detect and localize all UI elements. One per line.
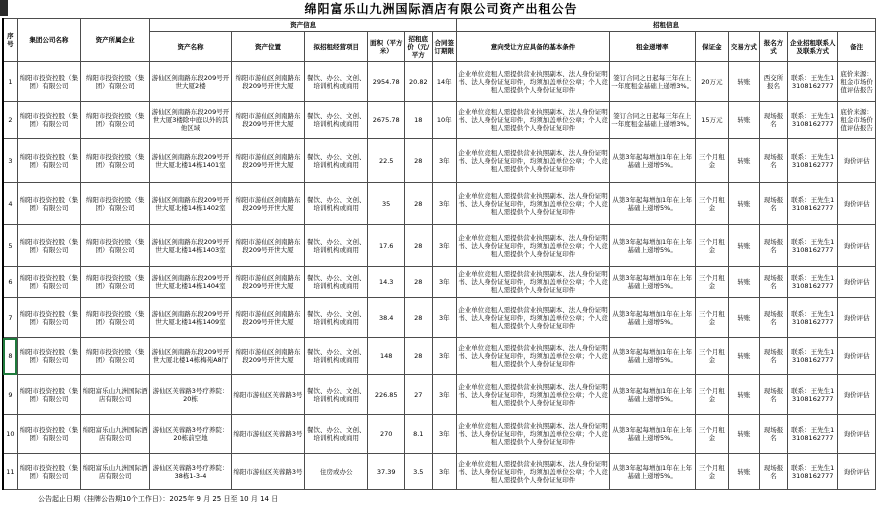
cell-remarks[interactable]: 询价评估 (838, 415, 876, 454)
cell-deposit[interactable]: 三个月租金 (695, 267, 729, 298)
cell-asset-owner[interactable]: 绵阳市投资控股（集团）有限公司 (80, 267, 149, 298)
cell-base-price[interactable]: 28 (405, 338, 433, 375)
cell-asset-location[interactable]: 绵阳市游仙区剑南路东段209号开世大厦 (231, 225, 304, 267)
cell-transferee-conditions[interactable]: 企业单位竞租人需提供营业执照副本、法人身份证明书、法人身份证复印件，均须加盖单位公章；个人竞租人需提供个人身份证复印件 (457, 338, 610, 375)
col-header-contract-term[interactable]: 合同签订期限 (432, 32, 456, 62)
cell-planned-use[interactable]: 餐饮、办公、文创、培训机构或商用 (305, 139, 368, 183)
col-header-planned-use[interactable]: 拟招租经营项目 (305, 32, 368, 62)
cell-registration-method[interactable]: 现场报名 (759, 454, 788, 490)
table-row (3, 415, 876, 454)
cell-deposit[interactable]: 三个月租金 (695, 375, 729, 415)
cell-transferee-conditions[interactable]: 企业单位竞租人需提供营业执照副本、法人身份证明书、法人身份证复印件，均须加盖单位公章；个人竞租人需提供个人身份证复印件 (457, 102, 610, 139)
cell-transaction-method[interactable]: 转账 (729, 102, 760, 139)
col-header-asset-name[interactable]: 资产名称 (150, 32, 232, 62)
cell-remarks[interactable]: 询价评估 (838, 298, 876, 338)
cell-contract-term[interactable]: 3年 (432, 225, 456, 267)
cell-rent-increase-rate[interactable]: 从第3年起每增加1年在上年基础上递增5%。 (609, 267, 695, 298)
cell-asset-owner[interactable]: 绵阳市投资控股（集团）有限公司 (80, 338, 149, 375)
cell-rent-increase-rate[interactable]: 从第3年起每增加1年在上年基础上递增5%。 (609, 415, 695, 454)
cell-asset-name[interactable]: 游仙区剑南路东段209号开世大厦北楼14栋1409室 (150, 298, 232, 338)
cell-remarks[interactable]: 询价评估 (838, 267, 876, 298)
cell-planned-use[interactable]: 餐饮、办公、文创、培训机构或商用 (305, 415, 368, 454)
cell-area-sqm[interactable]: 148 (368, 338, 405, 375)
cell-asset-location[interactable]: 绵阳市游仙区芙蓉路3号 (231, 375, 304, 415)
cell-registration-method[interactable]: 现场报名 (759, 225, 788, 267)
col-header-remarks[interactable]: 备注 (838, 32, 876, 62)
cell-transferee-conditions[interactable]: 企业单位竞租人需提供营业执照副本、法人身份证明书、法人身份证复印件，均须加盖单位公章；个人竞租人需提供个人身份证复印件 (457, 375, 610, 415)
cell-rent-increase-rate[interactable]: 从第3年起每增加1年在上年基础上递增5%。 (609, 298, 695, 338)
cell-group-company[interactable]: 绵阳市投资控股（集团）有限公司 (17, 298, 80, 338)
cell-asset-location[interactable]: 绵阳市游仙区剑南路东段209号开世大厦 (231, 139, 304, 183)
col-header-rent-increase-rate[interactable]: 租金递增率 (609, 32, 695, 62)
cell-contract-term[interactable]: 10年 (432, 102, 456, 139)
cell-remarks[interactable]: 询价评估 (838, 375, 876, 415)
announcement-period-note: 公告起止日期（挂牌公告期10个工作日）：2025年 9 月 25 日至 10 月 14 日 (38, 495, 279, 503)
cell-transferee-conditions[interactable]: 企业单位竞租人需提供营业执照副本、法人身份证明书、法人身份证复印件，均须加盖单位公章；个人竞租人需提供个人身份证复印件 (457, 298, 610, 338)
cell-group-company[interactable]: 绵阳市投资控股（集团）有限公司 (17, 338, 80, 375)
cell-contact[interactable]: 联系：王先生13108162777 (788, 62, 838, 102)
cell-transaction-method[interactable]: 转账 (729, 454, 760, 490)
group-header-lease-info[interactable]: 招租信息 (457, 19, 876, 32)
cell-asset-location[interactable]: 绵阳市游仙区剑南路东段209号开世大厦 (231, 102, 304, 139)
cell-transferee-conditions[interactable]: 企业单位竞租人需提供营业执照副本、法人身份证明书、法人身份证复印件，均须加盖单位公章；个人竞租人需提供个人身份证复印件 (457, 454, 610, 490)
cell-asset-owner[interactable]: 绵阳市投资控股（集团）有限公司 (80, 102, 149, 139)
cell-group-company[interactable]: 绵阳市投资控股（集团）有限公司 (17, 415, 80, 454)
cell-group-company[interactable]: 绵阳市投资控股（集团）有限公司 (17, 102, 80, 139)
cell-registration-method[interactable]: 现场报名 (759, 338, 788, 375)
page-title: 绵阳富乐山九洲国际酒店有限公司资产出租公告 (304, 2, 578, 16)
cell-asset-name[interactable]: 游仙区剑南路东段209号开世大厦北楼14栋1403室 (150, 225, 232, 267)
cell-transaction-method[interactable]: 转账 (729, 375, 760, 415)
cell-asset-location[interactable]: 绵阳市游仙区剑南路东段209号开世大厦 (231, 183, 304, 225)
cell-base-price[interactable]: 8.1 (405, 415, 433, 454)
cell-contact[interactable]: 联系：王先生13108162777 (788, 183, 838, 225)
cell-contact[interactable]: 联系：王先生13108162777 (788, 225, 838, 267)
cell-asset-location[interactable]: 绵阳市游仙区剑南路东段209号开世大厦 (231, 298, 304, 338)
cell-base-price[interactable]: 18 (405, 102, 433, 139)
cell-base-price[interactable]: 28 (405, 139, 433, 183)
cell-transferee-conditions[interactable]: 企业单位竞租人需提供营业执照副本、法人身份证明书、法人身份证复印件，均须加盖单位公章；个人竞租人需提供个人身份证复印件 (457, 415, 610, 454)
cell-transferee-conditions[interactable]: 企业单位竞租人需提供营业执照副本、法人身份证明书、法人身份证复印件，均须加盖单位公章；个人竞租人需提供个人身份证复印件 (457, 225, 610, 267)
col-header-transferee-conditions[interactable]: 意向受让方应具备的基本条件 (457, 32, 610, 62)
cell-contract-term[interactable]: 3年 (432, 183, 456, 225)
cell-area-sqm[interactable]: 2675.78 (368, 102, 405, 139)
cell-contract-term[interactable]: 3年 (432, 415, 456, 454)
cell-asset-name[interactable]: 游仙区芙蓉路3号疗养院：20栋 (150, 375, 232, 415)
cell-remarks[interactable]: 询价评估 (838, 139, 876, 183)
cell-contract-term[interactable]: 14年 (432, 62, 456, 102)
col-header-area-sqm[interactable]: 面积（平方米） (368, 32, 405, 62)
table-row (3, 298, 876, 338)
cell-asset-name[interactable]: 游仙区剑南路东段209号开世大厦北楼14栋梅苑A8厅 (150, 338, 232, 375)
cell-base-price[interactable]: 28 (405, 225, 433, 267)
asset-rental-table (2, 18, 876, 490)
table-row (3, 183, 876, 225)
cell-contract-term[interactable]: 3年 (432, 139, 456, 183)
cell-index[interactable]: 9 (3, 375, 17, 415)
cell-asset-owner[interactable]: 绵阳市投资控股（集团）有限公司 (80, 139, 149, 183)
cell-contract-term[interactable]: 3年 (432, 454, 456, 490)
cell-registration-method[interactable]: 现场报名 (759, 375, 788, 415)
cell-registration-method[interactable]: 现场报名 (759, 267, 788, 298)
cell-remarks[interactable]: 询价评估 (838, 183, 876, 225)
cell-contract-term[interactable]: 3年 (432, 375, 456, 415)
cell-transaction-method[interactable]: 转账 (729, 338, 760, 375)
cell-group-company[interactable]: 绵阳市投资控股（集团）有限公司 (17, 62, 80, 102)
cell-contact[interactable]: 联系：王先生13108162777 (788, 454, 838, 490)
cell-registration-method[interactable]: 现场报名 (759, 139, 788, 183)
cell-base-price[interactable]: 3.5 (405, 454, 433, 490)
col-header-deposit[interactable]: 保证金 (695, 32, 729, 62)
cell-asset-owner[interactable]: 绵阳市投资控股（集团）有限公司 (80, 183, 149, 225)
cell-asset-owner[interactable]: 绵阳富乐山九洲国际酒店有限公司 (80, 454, 149, 490)
cell-rent-increase-rate[interactable]: 从第3年起每增加1年在上年基础上递增5%。 (609, 375, 695, 415)
cell-asset-name[interactable]: 游仙区剑南路东段209号开世大厦北楼14栋1402室 (150, 183, 232, 225)
cell-transaction-method[interactable]: 转账 (729, 183, 760, 225)
col-header-base-price[interactable]: 招租底价（元/平方 (405, 32, 433, 62)
cell-index[interactable]: 11 (3, 454, 17, 490)
col-header-contact[interactable]: 企业招租联系人及联系方式 (788, 32, 838, 62)
cell-planned-use[interactable]: 餐饮、办公、文创、培训机构或商用 (305, 62, 368, 102)
cell-rent-increase-rate[interactable]: 从第3年起每增加1年在上年基础上递增5%。 (609, 225, 695, 267)
cell-area-sqm[interactable]: 226.85 (368, 375, 405, 415)
cell-planned-use[interactable]: 餐饮、办公、文创、培训机构或商用 (305, 102, 368, 139)
cell-index[interactable]: 4 (3, 183, 17, 225)
cell-registration-method[interactable]: 现场报名 (759, 415, 788, 454)
cell-remarks[interactable]: 询价评估 (838, 338, 876, 375)
cell-contact[interactable]: 联系：王先生13108162777 (788, 415, 838, 454)
cell-contact[interactable]: 联系：王先生13108162777 (788, 102, 838, 139)
cell-rent-increase-rate[interactable]: 从第3年起每增加1年在上年基础上递增5%。 (609, 183, 695, 225)
cell-area-sqm[interactable]: 270 (368, 415, 405, 454)
cell-index[interactable]: 7 (3, 298, 17, 338)
cell-deposit[interactable]: 三个月租金 (695, 298, 729, 338)
cell-registration-method[interactable]: 西交所报名 (759, 62, 788, 102)
cell-index[interactable]: 8 (3, 338, 17, 375)
cell-transferee-conditions[interactable]: 企业单位竞租人需提供营业执照副本、法人身份证明书、法人身份证复印件，均须加盖单位公章；个人竞租人需提供个人身份证复印件 (457, 62, 610, 102)
cell-index[interactable]: 10 (3, 415, 17, 454)
cell-area-sqm[interactable]: 38.4 (368, 298, 405, 338)
cell-transferee-conditions[interactable]: 企业单位竞租人需提供营业执照副本、法人身份证明书、法人身份证复印件，均须加盖单位公章；个人竞租人需提供个人身份证复印件 (457, 183, 610, 225)
cell-contact[interactable]: 联系：王先生13108162777 (788, 375, 838, 415)
cell-index[interactable]: 3 (3, 139, 17, 183)
cell-asset-owner[interactable]: 绵阳市投资控股（集团）有限公司 (80, 225, 149, 267)
cell-rent-increase-rate[interactable]: 签订合同之日起每三年在上一年度租金基础上递增3%。 (609, 102, 695, 139)
cell-transaction-method[interactable]: 转账 (729, 267, 760, 298)
table-row (3, 267, 876, 298)
cell-transaction-method[interactable]: 转账 (729, 225, 760, 267)
cell-planned-use[interactable]: 餐饮、办公、文创、培训机构或商用 (305, 298, 368, 338)
cell-asset-location[interactable]: 绵阳市游仙区芙蓉路3号 (231, 415, 304, 454)
cell-deposit[interactable]: 三个月租金 (695, 225, 729, 267)
cell-asset-location[interactable]: 绵阳市游仙区剑南路东段209号开世大厦 (231, 267, 304, 298)
cell-asset-location[interactable]: 绵阳市游仙区剑南路东段209号开世大厦 (231, 62, 304, 102)
cell-area-sqm[interactable]: 14.3 (368, 267, 405, 298)
cell-index[interactable]: 6 (3, 267, 17, 298)
cell-group-company[interactable]: 绵阳市投资控股（集团）有限公司 (17, 183, 80, 225)
cell-asset-name[interactable]: 游仙区剑南路东段209号开世大厦2楼 (150, 62, 232, 102)
cell-remarks[interactable]: 询价评估 (838, 225, 876, 267)
cell-remarks[interactable]: 底价来源：租金市场价值评估报告 (838, 62, 876, 102)
cell-contact[interactable]: 联系：王先生13108162777 (788, 338, 838, 375)
cell-transaction-method[interactable]: 转账 (729, 298, 760, 338)
cell-planned-use[interactable]: 餐饮、办公、文创、培训机构或商用 (305, 225, 368, 267)
cell-registration-method[interactable]: 现场报名 (759, 183, 788, 225)
cell-deposit[interactable]: 三个月租金 (695, 183, 729, 225)
cell-index[interactable]: 5 (3, 225, 17, 267)
cell-asset-owner[interactable]: 绵阳市投资控股（集团）有限公司 (80, 298, 149, 338)
table-row (3, 454, 876, 490)
cell-deposit[interactable]: 三个月租金 (695, 139, 729, 183)
cell-base-price[interactable]: 27 (405, 375, 433, 415)
cell-base-price[interactable]: 20.82 (405, 62, 433, 102)
cell-transferee-conditions[interactable]: 企业单位竞租人需提供营业执照副本、法人身份证明书、法人身份证复印件，均须加盖单位公章；个人竞租人需提供个人身份证复印件 (457, 139, 610, 183)
cell-deposit[interactable]: 三个月租金 (695, 338, 729, 375)
col-header-group-company[interactable]: 集团公司名称 (17, 19, 80, 62)
cell-asset-owner[interactable]: 绵阳富乐山九洲国际酒店有限公司 (80, 375, 149, 415)
group-header-asset-info[interactable]: 资产信息 (150, 19, 457, 32)
table-row (3, 102, 876, 139)
cell-index[interactable]: 2 (3, 102, 17, 139)
table-row (3, 62, 876, 102)
cell-contact[interactable]: 联系：王先生13108162777 (788, 267, 838, 298)
cell-group-company[interactable]: 绵阳市投资控股（集团）有限公司 (17, 454, 80, 490)
cell-asset-name[interactable]: 游仙区芙蓉路3号疗养院：38栋1-3-4 (150, 454, 232, 490)
cell-asset-owner[interactable]: 绵阳市投资控股（集团）有限公司 (80, 62, 149, 102)
cell-contract-term[interactable]: 3年 (432, 338, 456, 375)
table-row (3, 139, 876, 183)
table-row (3, 338, 876, 375)
cell-remarks[interactable]: 底价来源：租金市场价值评估报告 (838, 102, 876, 139)
cell-planned-use[interactable]: 餐饮、办公、文创、培训机构或商用 (305, 338, 368, 375)
sheet-corner (0, 0, 8, 16)
cell-deposit[interactable]: 15万元 (695, 102, 729, 139)
cell-deposit[interactable]: 三个月租金 (695, 415, 729, 454)
cell-group-company[interactable]: 绵阳市投资控股（集团）有限公司 (17, 225, 80, 267)
cell-asset-name[interactable]: 游仙区芙蓉路3号疗养院：20栋前空地 (150, 415, 232, 454)
col-header-asset-owner[interactable]: 资产所属企业 (80, 19, 149, 62)
cell-transaction-method[interactable]: 转账 (729, 62, 760, 102)
cell-group-company[interactable]: 绵阳市投资控股（集团）有限公司 (17, 139, 80, 183)
cell-remarks[interactable]: 询价评估 (838, 454, 876, 490)
cell-contact[interactable]: 联系：王先生13108162777 (788, 139, 838, 183)
cell-area-sqm[interactable]: 2954.78 (368, 62, 405, 102)
cell-contact[interactable]: 联系：王先生13108162777 (788, 298, 838, 338)
cell-deposit[interactable]: 三个月租金 (695, 454, 729, 490)
cell-group-company[interactable]: 绵阳市投资控股（集团）有限公司 (17, 267, 80, 298)
cell-registration-method[interactable]: 现场报名 (759, 102, 788, 139)
table-row (3, 375, 876, 415)
cell-registration-method[interactable]: 现场报名 (759, 298, 788, 338)
cell-area-sqm[interactable]: 17.6 (368, 225, 405, 267)
cell-index[interactable]: 1 (3, 62, 17, 102)
cell-base-price[interactable]: 28 (405, 267, 433, 298)
cell-transferee-conditions[interactable]: 企业单位竞租人需提供营业执照副本、法人身份证明书、法人身份证复印件，均须加盖单位公章；个人竞租人需提供个人身份证复印件 (457, 267, 610, 298)
cell-base-price[interactable]: 28 (405, 183, 433, 225)
cell-area-sqm[interactable]: 37.39 (368, 454, 405, 490)
cell-area-sqm[interactable]: 35 (368, 183, 405, 225)
col-header-transaction-method[interactable]: 交易方式 (729, 32, 760, 62)
cell-rent-increase-rate[interactable]: 从第3年起每增加1年在上年基础上递增5%。 (609, 139, 695, 183)
cell-area-sqm[interactable]: 22.5 (368, 139, 405, 183)
cell-asset-owner[interactable]: 绵阳富乐山九洲国际酒店有限公司 (80, 415, 149, 454)
cell-base-price[interactable]: 28 (405, 298, 433, 338)
cell-transaction-method[interactable]: 转账 (729, 139, 760, 183)
cell-contract-term[interactable]: 3年 (432, 267, 456, 298)
cell-rent-increase-rate[interactable]: 签订合同之日起每三年在上一年度租金基础上递增3%。 (609, 62, 695, 102)
cell-group-company[interactable]: 绵阳市投资控股（集团）有限公司 (17, 375, 80, 415)
cell-planned-use[interactable]: 餐饮、办公、文创、培训机构或商用 (305, 375, 368, 415)
cell-rent-increase-rate[interactable]: 从第3年起每增加1年在上年基础上递增5%。 (609, 454, 695, 490)
cell-contract-term[interactable]: 3年 (432, 298, 456, 338)
cell-asset-location[interactable]: 绵阳市游仙区芙蓉路3号 (231, 454, 304, 490)
cell-planned-use[interactable]: 住房或办公 (305, 454, 368, 490)
table-row (3, 225, 876, 267)
col-header-index[interactable]: 序号 (3, 19, 17, 62)
cell-asset-name[interactable]: 游仙区剑南路东段209号开世大厦3楼除中庭以外的其他区域 (150, 102, 232, 139)
cell-transaction-method[interactable]: 转账 (729, 415, 760, 454)
cell-planned-use[interactable]: 餐饮、办公、文创、培训机构或商用 (305, 267, 368, 298)
cell-rent-increase-rate[interactable]: 从第3年起每增加1年在上年基础上递增5%。 (609, 338, 695, 375)
col-header-asset-location[interactable]: 资产位置 (231, 32, 304, 62)
cell-deposit[interactable]: 20万元 (695, 62, 729, 102)
cell-planned-use[interactable]: 餐饮、办公、文创、培训机构或商用 (305, 183, 368, 225)
col-header-registration-method[interactable]: 报名方式 (759, 32, 788, 62)
cell-asset-location[interactable]: 绵阳市游仙区剑南路东段209号开世大厦 (231, 338, 304, 375)
cell-asset-name[interactable]: 游仙区剑南路东段209号开世大厦北楼14栋1404室 (150, 267, 232, 298)
cell-asset-name[interactable]: 游仙区剑南路东段209号开世大厦北楼14栋1401室 (150, 139, 232, 183)
